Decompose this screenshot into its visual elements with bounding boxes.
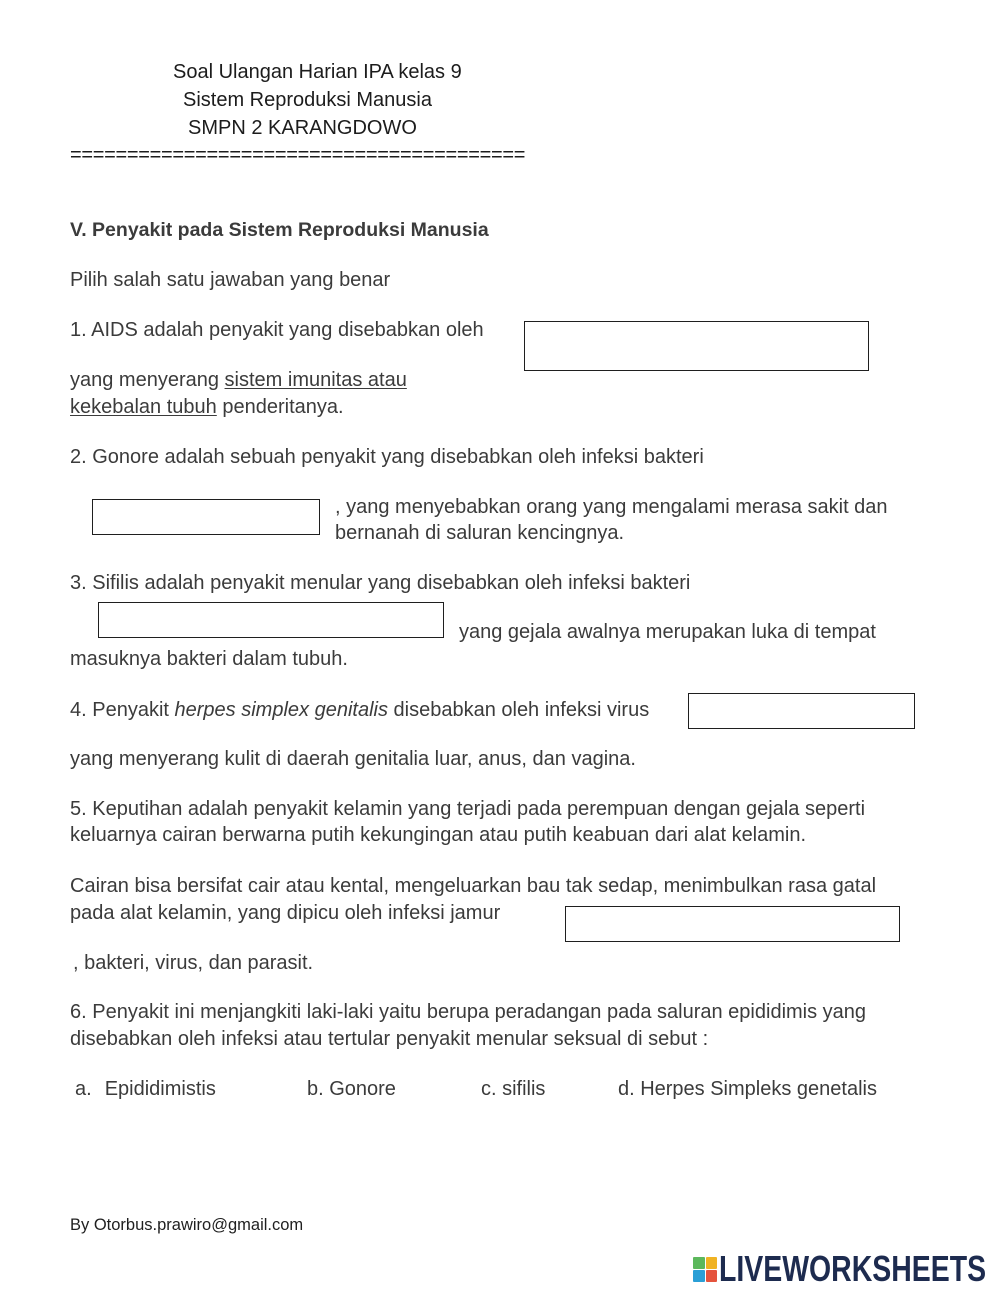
q4-text-end: disebabkan oleh infeksi virus xyxy=(387,699,650,721)
option-b[interactable] xyxy=(307,1077,396,1101)
q2-answer-input[interactable] xyxy=(92,499,320,535)
q5-detail-line-1: Cairan bisa bersifat cair atau kental, mengeluarkan bau tak sedap, menimbulkan rasa gatal xyxy=(70,875,877,897)
q2-text: 2. Gonore adalah sebuah penyakit yang disebabkan oleh infeksi bakteri xyxy=(70,446,704,468)
q5-answer-input[interactable] xyxy=(565,906,900,942)
q4-italic-term: herpes simplex genitalis xyxy=(174,699,388,721)
option-text: Gonore xyxy=(329,1078,396,1100)
logo-tile xyxy=(693,1270,705,1282)
section-title: V. Penyakit pada Sistem Reproduksi Manusia xyxy=(70,219,489,241)
q3-continuation-line-2: masuknya bakteri dalam tubuh. xyxy=(70,648,348,670)
option-letter: c. xyxy=(481,1078,497,1100)
q5-continuation: , bakteri, virus, dan parasit. xyxy=(73,952,314,974)
school-name: SMPN 2 KARANGDOWO xyxy=(188,117,417,139)
q1-text: 1. AIDS adalah penyakit yang disebabkan oleh xyxy=(70,319,484,341)
q1-continuation-end: penderitanya. xyxy=(216,396,344,418)
instruction-text: Pilih salah satu jawaban yang benar xyxy=(70,269,391,291)
author-credit: By Otorbus.prawiro@gmail.com xyxy=(70,1216,304,1234)
q1-continuation-line-1 xyxy=(70,368,407,392)
q1-underlined-term-2: kekebalan tubuh xyxy=(70,396,217,418)
q4-text-start: 4. Penyakit xyxy=(70,699,175,721)
q5-text-line-2: keluarnya cairan berwarna putih kekungingan atau putih keabuan dari alat kelamin. xyxy=(70,824,807,846)
q4-answer-input[interactable] xyxy=(688,693,915,729)
liveworksheets-logo-text: LIVEWORKSHEETS xyxy=(719,1251,987,1287)
option-text: Epididimistis xyxy=(104,1078,216,1100)
logo-tile xyxy=(693,1257,705,1269)
q2-continuation-line-2: bernanah di saluran kencingnya. xyxy=(335,522,625,544)
q3-continuation-line-1: yang gejala awalnya merupakan luka di tempat xyxy=(459,621,876,643)
q3-answer-input[interactable] xyxy=(98,602,444,638)
q2-continuation-line-1: , yang menyebabkan orang yang mengalami merasa sakit dan xyxy=(335,496,888,518)
option-d[interactable] xyxy=(618,1077,877,1101)
option-letter: a. xyxy=(75,1078,92,1100)
option-letter: d. xyxy=(618,1078,635,1100)
liveworksheets-logo[interactable] xyxy=(693,1251,989,1287)
option-letter: b. xyxy=(307,1078,324,1100)
option-text: sifilis xyxy=(502,1078,546,1100)
q6-text-line-1: 6. Penyakit ini menjangkiti laki-laki yaitu berupa peradangan pada saluran epididimis yang xyxy=(70,1001,867,1023)
logo-tile xyxy=(706,1257,718,1269)
q4-continuation: yang menyerang kulit di daerah genitalia luar, anus, dan vagina. xyxy=(70,748,636,770)
worksheet-title: Soal Ulangan Harian IPA kelas 9 xyxy=(173,61,462,83)
option-text: Herpes Simpleks genetalis xyxy=(640,1078,877,1100)
q1-continuation-line-2 xyxy=(70,395,344,419)
option-a[interactable] xyxy=(75,1077,216,1101)
q1-answer-input[interactable] xyxy=(524,321,869,371)
q6-text-line-2: disebabkan oleh infeksi atau tertular penyakit menular seksual di sebut : xyxy=(70,1028,709,1050)
q1-underlined-term-1: sistem imunitas atau xyxy=(224,369,407,391)
header-divider: ======================================== xyxy=(70,144,526,166)
logo-tile xyxy=(706,1270,718,1282)
q5-text-line-1: 5. Keputihan adalah penyakit kelamin yang terjadi pada perempuan dengan gejala seperti xyxy=(70,798,866,820)
logo-text-container xyxy=(719,1251,989,1287)
q4-text xyxy=(70,698,649,722)
q5-detail-line-2: pada alat kelamin, yang dipicu oleh infeksi jamur xyxy=(70,902,501,924)
q3-text: 3. Sifilis adalah penyakit menular yang disebabkan oleh infeksi bakteri xyxy=(70,572,691,594)
liveworksheets-logo-icon xyxy=(693,1257,717,1282)
worksheet-topic: Sistem Reproduksi Manusia xyxy=(183,89,432,111)
q1-continuation-text: yang menyerang xyxy=(70,369,225,391)
option-c[interactable] xyxy=(481,1077,545,1101)
